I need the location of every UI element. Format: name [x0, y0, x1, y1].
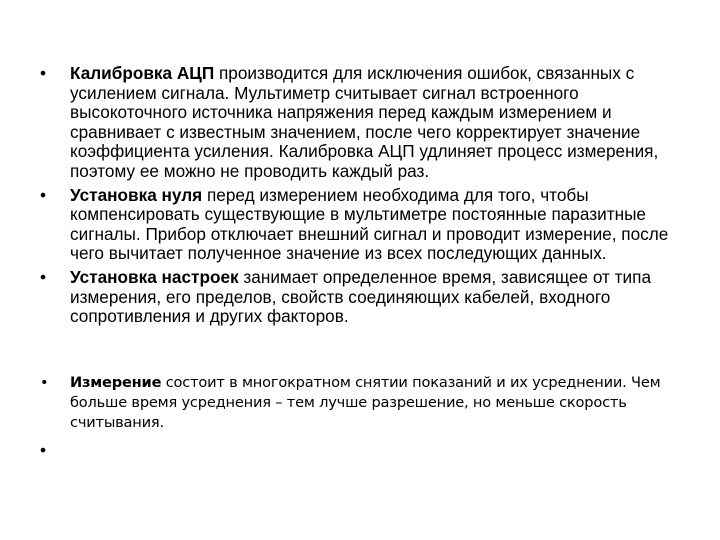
- bullet-icon: •: [40, 63, 47, 83]
- item-term: Калибровка АЦП: [70, 63, 215, 83]
- bullet-list: [40, 64, 690, 461]
- bullet-icon: •: [40, 439, 47, 460]
- bullet-icon: •: [40, 266, 47, 287]
- item-term: Измерение: [70, 373, 162, 391]
- list-item-settings: [40, 268, 690, 327]
- list-item-empty: [40, 441, 690, 461]
- item-text: перед измерением необходима для того, чтобы компенсировать существующие в мультиметре постоянные паразитные сигналы. Прибор отключает внешний сигнал и проводит измерение, после чего вычитает полученное значение из всех последующих данных.: [70, 184, 669, 264]
- item-term: Установка настроек: [70, 266, 239, 287]
- item-text: состоит в многократном снятии показаний и их усреднении. Чем больше время усреднения – тем лучше разрешение, но меньше скорость считывания.: [70, 373, 661, 431]
- bullet-icon: •: [40, 373, 49, 391]
- item-text: занимает определенное время, зависящее от типа измерения, его пределов, свойств соединяющих кабелей, входного сопротивления и других факторов.: [70, 266, 652, 327]
- list-item-zero-setting: [40, 186, 690, 264]
- item-text: производится для исключения ошибок, связанных с усилением сигнала. Мультиметр считывает сигнал встроенного высокоточного источника напряжения перед каждым измерением и сравнивает с известным значением, после чего корректирует значение коэффициента усиления. Калибровка АЦП удлиняет процесс измерения, поэтому ее можно не проводить каждый раз.: [70, 63, 659, 181]
- list-item-adc-calibration: [40, 64, 690, 182]
- list-item-measurement: [40, 373, 690, 433]
- bullet-icon: •: [40, 184, 47, 205]
- item-term: Установка нуля: [70, 184, 203, 205]
